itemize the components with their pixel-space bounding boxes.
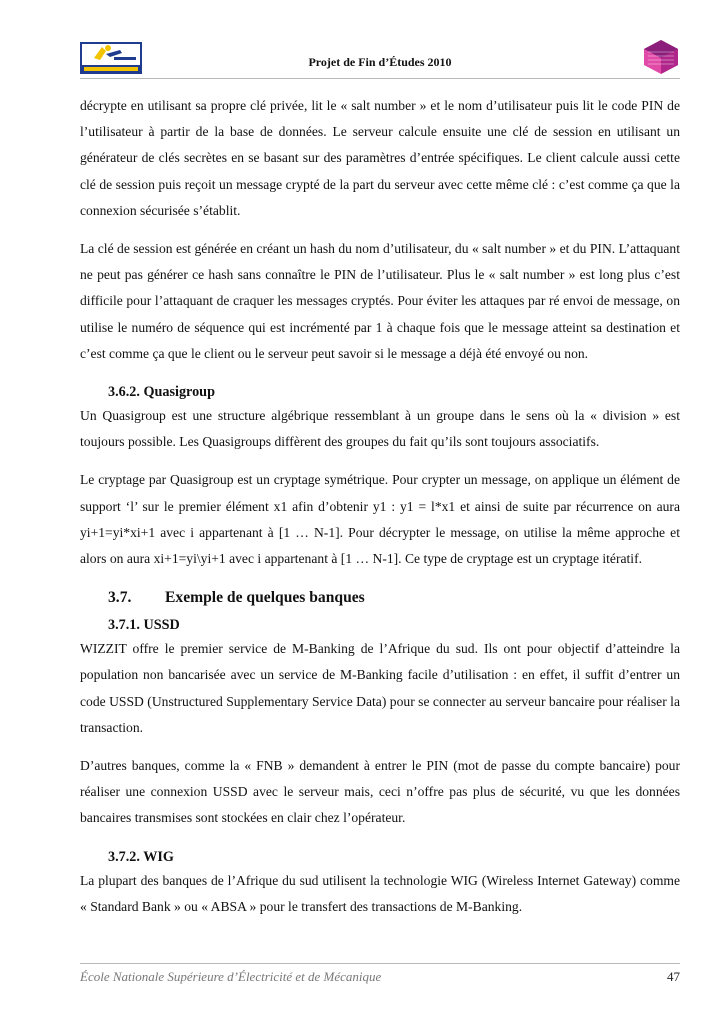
footer-divider: [80, 963, 680, 964]
paragraph: La clé de session est générée en créant un hash du nom d’utilisateur, du « salt number » et du PIN. L’attaquant ne peut pas générer ce hash sans connaître le PIN de l’utilisateur. Plus le « salt number » est long plus c’est difficile pour l’attaquant de craquer les messages cryptés. Pour éviter les attaques par ré envoi de message, on utilise le numéro de séquence qui est incrémenté par 1 à chaque fois que le message atteint sa destination et c’est comme ça que le client ou le serveur peut savoir si le message a déjà été envoyé ou non.: [80, 241, 680, 361]
paragraph: La plupart des banques de l’Afrique du sud utilisent la technologie WIG (Wireless Internet Gateway) comme « Standard Bank » ou « ABSA » pour le transfert des transactions de M-Banking.: [80, 872, 680, 914]
page-header: [80, 42, 680, 76]
paragraph: Un Quasigroup est une structure algébrique ressemblant à un groupe dans le sens où la « division » est toujours possible. Les Quasigroups diffèrent des groupes du fait qu’ils sont toujours associatifs.: [80, 408, 680, 450]
section-number: 3.7.: [108, 589, 132, 607]
section-heading-ussd: 3.7.1. USSD: [108, 617, 180, 634]
header-title: Projet de Fin d’Études 2010: [308, 55, 452, 69]
page-number: 47: [667, 969, 680, 984]
school-logo-icon: [640, 38, 682, 76]
page-footer: [80, 969, 680, 985]
header-divider: [80, 78, 680, 79]
section-heading-wig: 3.7.2. WIG: [108, 848, 174, 865]
paragraph: D’autres banques, comme la « FNB » demandent à entrer le PIN (mot de passe du compte bancaire) pour réaliser une connexion USSD avec le serveur mais, ceci n’offre pas plus de sécurité, vu que les données bancaires transmises sont stockées en clair chez l’opérateur.: [80, 758, 680, 826]
footer-school-name: École Nationale Supérieure d’Électricité et de Mécanique: [80, 969, 382, 984]
section-heading-quasigroup: 3.6.2. Quasigroup: [108, 384, 215, 401]
paragraph: décrypte en utilisant sa propre clé privée, lit le « salt number » et le nom d’utilisateur puis lit le code PIN de l’utilisateur à partir de la base de données. Le serveur calcule ensuite une clé de session en utilisant un générateur de clés secrètes en se basant sur des paramètres d’entrée spécifiques. Le client calcule aussi cette clé de session puis reçoit un message crypté de la part du serveur avec cette même clé : c’est comme ça que la connexion sécurisée s’établit.: [80, 98, 680, 218]
paragraph: WIZZIT offre le premier service de M-Banking de l’Afrique du sud. Ils ont pour objectif d’atteindre la population non bancarisée avec un service de M-Banking facile d’utilisation : en effet, il suffit d’entrer un code USSD (Unstructured Supplementary Service Data) pour se connecter au serveur bancaire pour réaliser la transaction.: [80, 641, 680, 735]
paragraph: Le cryptage par Quasigroup est un cryptage symétrique. Pour crypter un message, on applique un élément de support ‘l’ sur le premier élément x1 afin d’obtenir y1 : y1 = l*x1 et ainsi de suite par récurrence on aura yi+1=yi*xi+1 avec i appartenant à [1 … N-1]. Pour décrypter le message, on utilise la même approche et alors on aura xi+1=yi\yi+1 avec i appartenant à [1 … N-1]. Ce type de cryptage est un cryptage itératif.: [80, 472, 680, 567]
document-body: [80, 93, 680, 920]
section-heading-exemple-banques: [80, 586, 680, 610]
section-title: Exemple de quelques banques: [165, 589, 365, 607]
